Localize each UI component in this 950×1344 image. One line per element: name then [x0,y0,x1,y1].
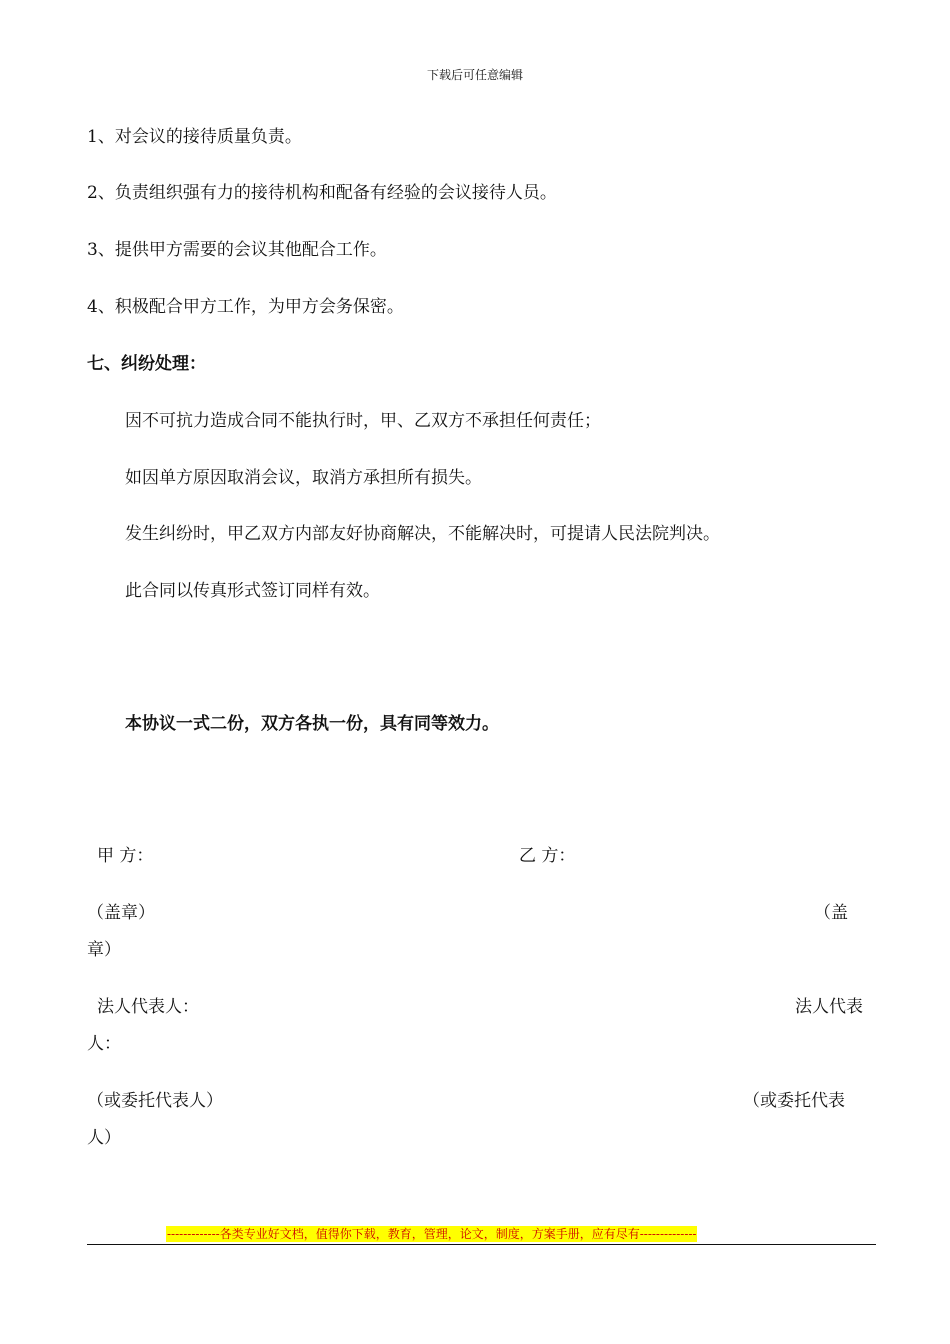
section-7-paragraph-2: 如因单方原因取消会议，取消方承担所有损失。 [125,468,482,488]
delegate-left: （或委托代表人） [87,1091,223,1111]
section-7-paragraph-4: 此合同以传真形式签订同样有效。 [125,581,380,601]
section-7-paragraph-3: 发生纠纷时，甲乙双方内部友好协商解决，不能解决时，可提请人民法院判决。 [125,524,720,544]
agreement-statement: 本协议一式二份，双方各执一份，具有同等效力。 [125,714,499,734]
section-7-title: 七、纠纷处理： [87,354,206,374]
section-7-paragraph-1: 因不可抗力造成合同不能执行时，甲、乙双方不承担任何责任； [125,411,601,431]
seal-right-line-1: （盖 [814,903,848,923]
item-1: 1、对会议的接待质量负责。 [87,127,302,147]
item-4: 4、积极配合甲方工作，为甲方会务保密。 [87,297,404,317]
delegate-right-line-2: 人） [87,1128,121,1148]
seal-left: （盖章） [87,903,155,923]
page-header: 下载后可任意编辑 [426,68,523,82]
footer-rule [87,1244,876,1245]
delegate-right-line-1: （或委托代表 [743,1091,845,1111]
seal-right-line-2: 章） [87,940,121,960]
footer-banner: -------------各类专业好文档，值得你下载，教育，管理，论文，制度，方案手册，应有尽有-------------- [167,1227,697,1241]
legal-rep-left: 法人代表人： [97,997,199,1017]
party-a-label: 甲 方： [97,846,154,866]
legal-rep-right-line-2: 人： [87,1034,121,1054]
item-2: 2、负责组织强有力的接待机构和配备有经验的会议接待人员。 [87,183,557,203]
party-b-label: 乙 方： [519,846,576,866]
legal-rep-right-line-1: 法人代表 [795,997,863,1017]
item-3: 3、提供甲方需要的会议其他配合工作。 [87,240,387,260]
